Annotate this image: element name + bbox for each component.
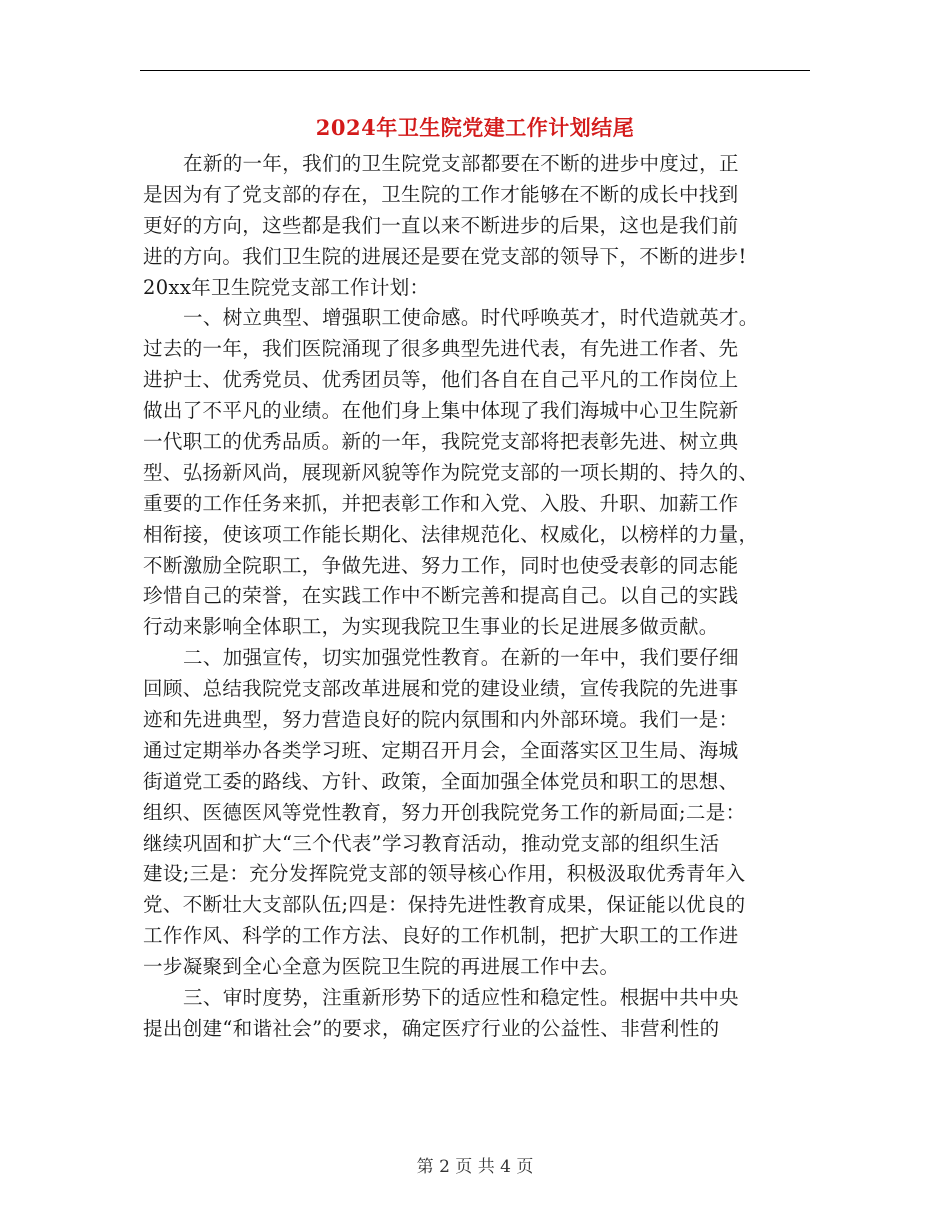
text-line: 继续巩固和扩大“三个代表”学习教育活动，推动党支部的组织生活 [143,831,720,855]
text-line: 重要的工作任务来抓，并把表彰工作和入党、入股、升职、加薪工作 [143,491,739,515]
text-line: 组织、医德医风等党性教育，努力开创我院党务工作的新局面;二是： [143,800,746,824]
text-line: 一、树立典型、增强职工使命感。时代呼唤英才，时代造就英才。 [183,306,759,330]
text-line: 通过定期举办各类学习班、定期召开月会，全面落实区卫生局、海城 [143,738,739,762]
text-line: 在新的一年，我们的卫生院党支部都要在不断的进步中度过，正 [183,152,739,175]
text-line: 做出了不平凡的业绩。在他们身上集中体现了我们海城中心卫生院新 [143,399,739,423]
text-line: 二、加强宣传，切实加强党性教育。在新的一年中，我们要仔细 [183,646,739,670]
header-rule [140,70,810,71]
text-line: 不断激励全院职工，争做先进、努力工作，同时也使受表彰的同志能 [143,553,739,577]
text-line: 过去的一年，我们医院涌现了很多典型先进代表，有先进工作者、先 [143,337,739,361]
text-line: 进的方向。我们卫生院的进展还是要在党支部的领导下，不断的进步! [143,244,747,268]
page-footer: 第 2 页 共 4 页 [416,1157,534,1177]
text-line: 建设;三是：充分发挥院党支部的领导核心作用，积极汲取优秀青年入 [143,862,746,886]
text-line: 三、审时度势，注重新形势下的适应性和稳定性。根据中共中央 [183,986,739,1010]
text-line: 行动来影响全体职工，为实现我院卫生事业的长足进展多做贡献。 [143,615,719,639]
text-line: 相衔接，使该项工作能长期化、法律规范化、权威化，以榜样的力量， [143,522,759,546]
text-line: 回顾、总结我院党支部改革进展和党的建设业绩，宣传我院的先进事 [143,677,739,701]
text-line: 街道党工委的路线、方针、政策，全面加强全体党员和职工的思想、 [143,769,739,793]
text-line: 更好的方向，这些都是我们一直以来不断进步的后果，这也是我们前 [143,213,739,237]
text-line: 进护士、优秀党员、优秀团员等，他们各自在自己平凡的工作岗位上 [143,368,739,392]
text-line: 工作作风、科学的工作方法、良好的工作机制，把扩大职工的工作进 [143,924,739,948]
text-line: 一步凝聚到全心全意为医院卫生院的再进展工作中去。 [143,955,620,979]
text-line: 一代职工的优秀品质。新的一年，我院党支部将把表彰先进、树立典 [143,430,739,454]
document-body [143,149,809,1045]
text-line: 提出创建“和谐社会”的要求，确定医疗行业的公益性、非营利性的 [143,1016,720,1040]
text-line: 珍惜自己的荣誉，在实践工作中不断完善和提高自己。以自己的实践 [143,584,739,608]
text-line: 20xx年卫生院党支部工作计划： [143,275,430,299]
text-line: 型、弘扬新风尚，展现新风貌等作为院党支部的一项长期的、持久的、 [143,460,759,484]
text-line: 党、不断壮大支部队伍;四是：保持先进性教育成果，保证能以优良的 [143,893,746,917]
text-line: 是因为有了党支部的存在，卫生院的工作才能够在不断的成长中找到 [143,182,739,206]
document-title: 2024年卫生院党建工作计划结尾 [315,115,635,140]
text-line: 迹和先进典型，努力营造良好的院内氛围和内外部环境。我们一是： [143,708,739,732]
